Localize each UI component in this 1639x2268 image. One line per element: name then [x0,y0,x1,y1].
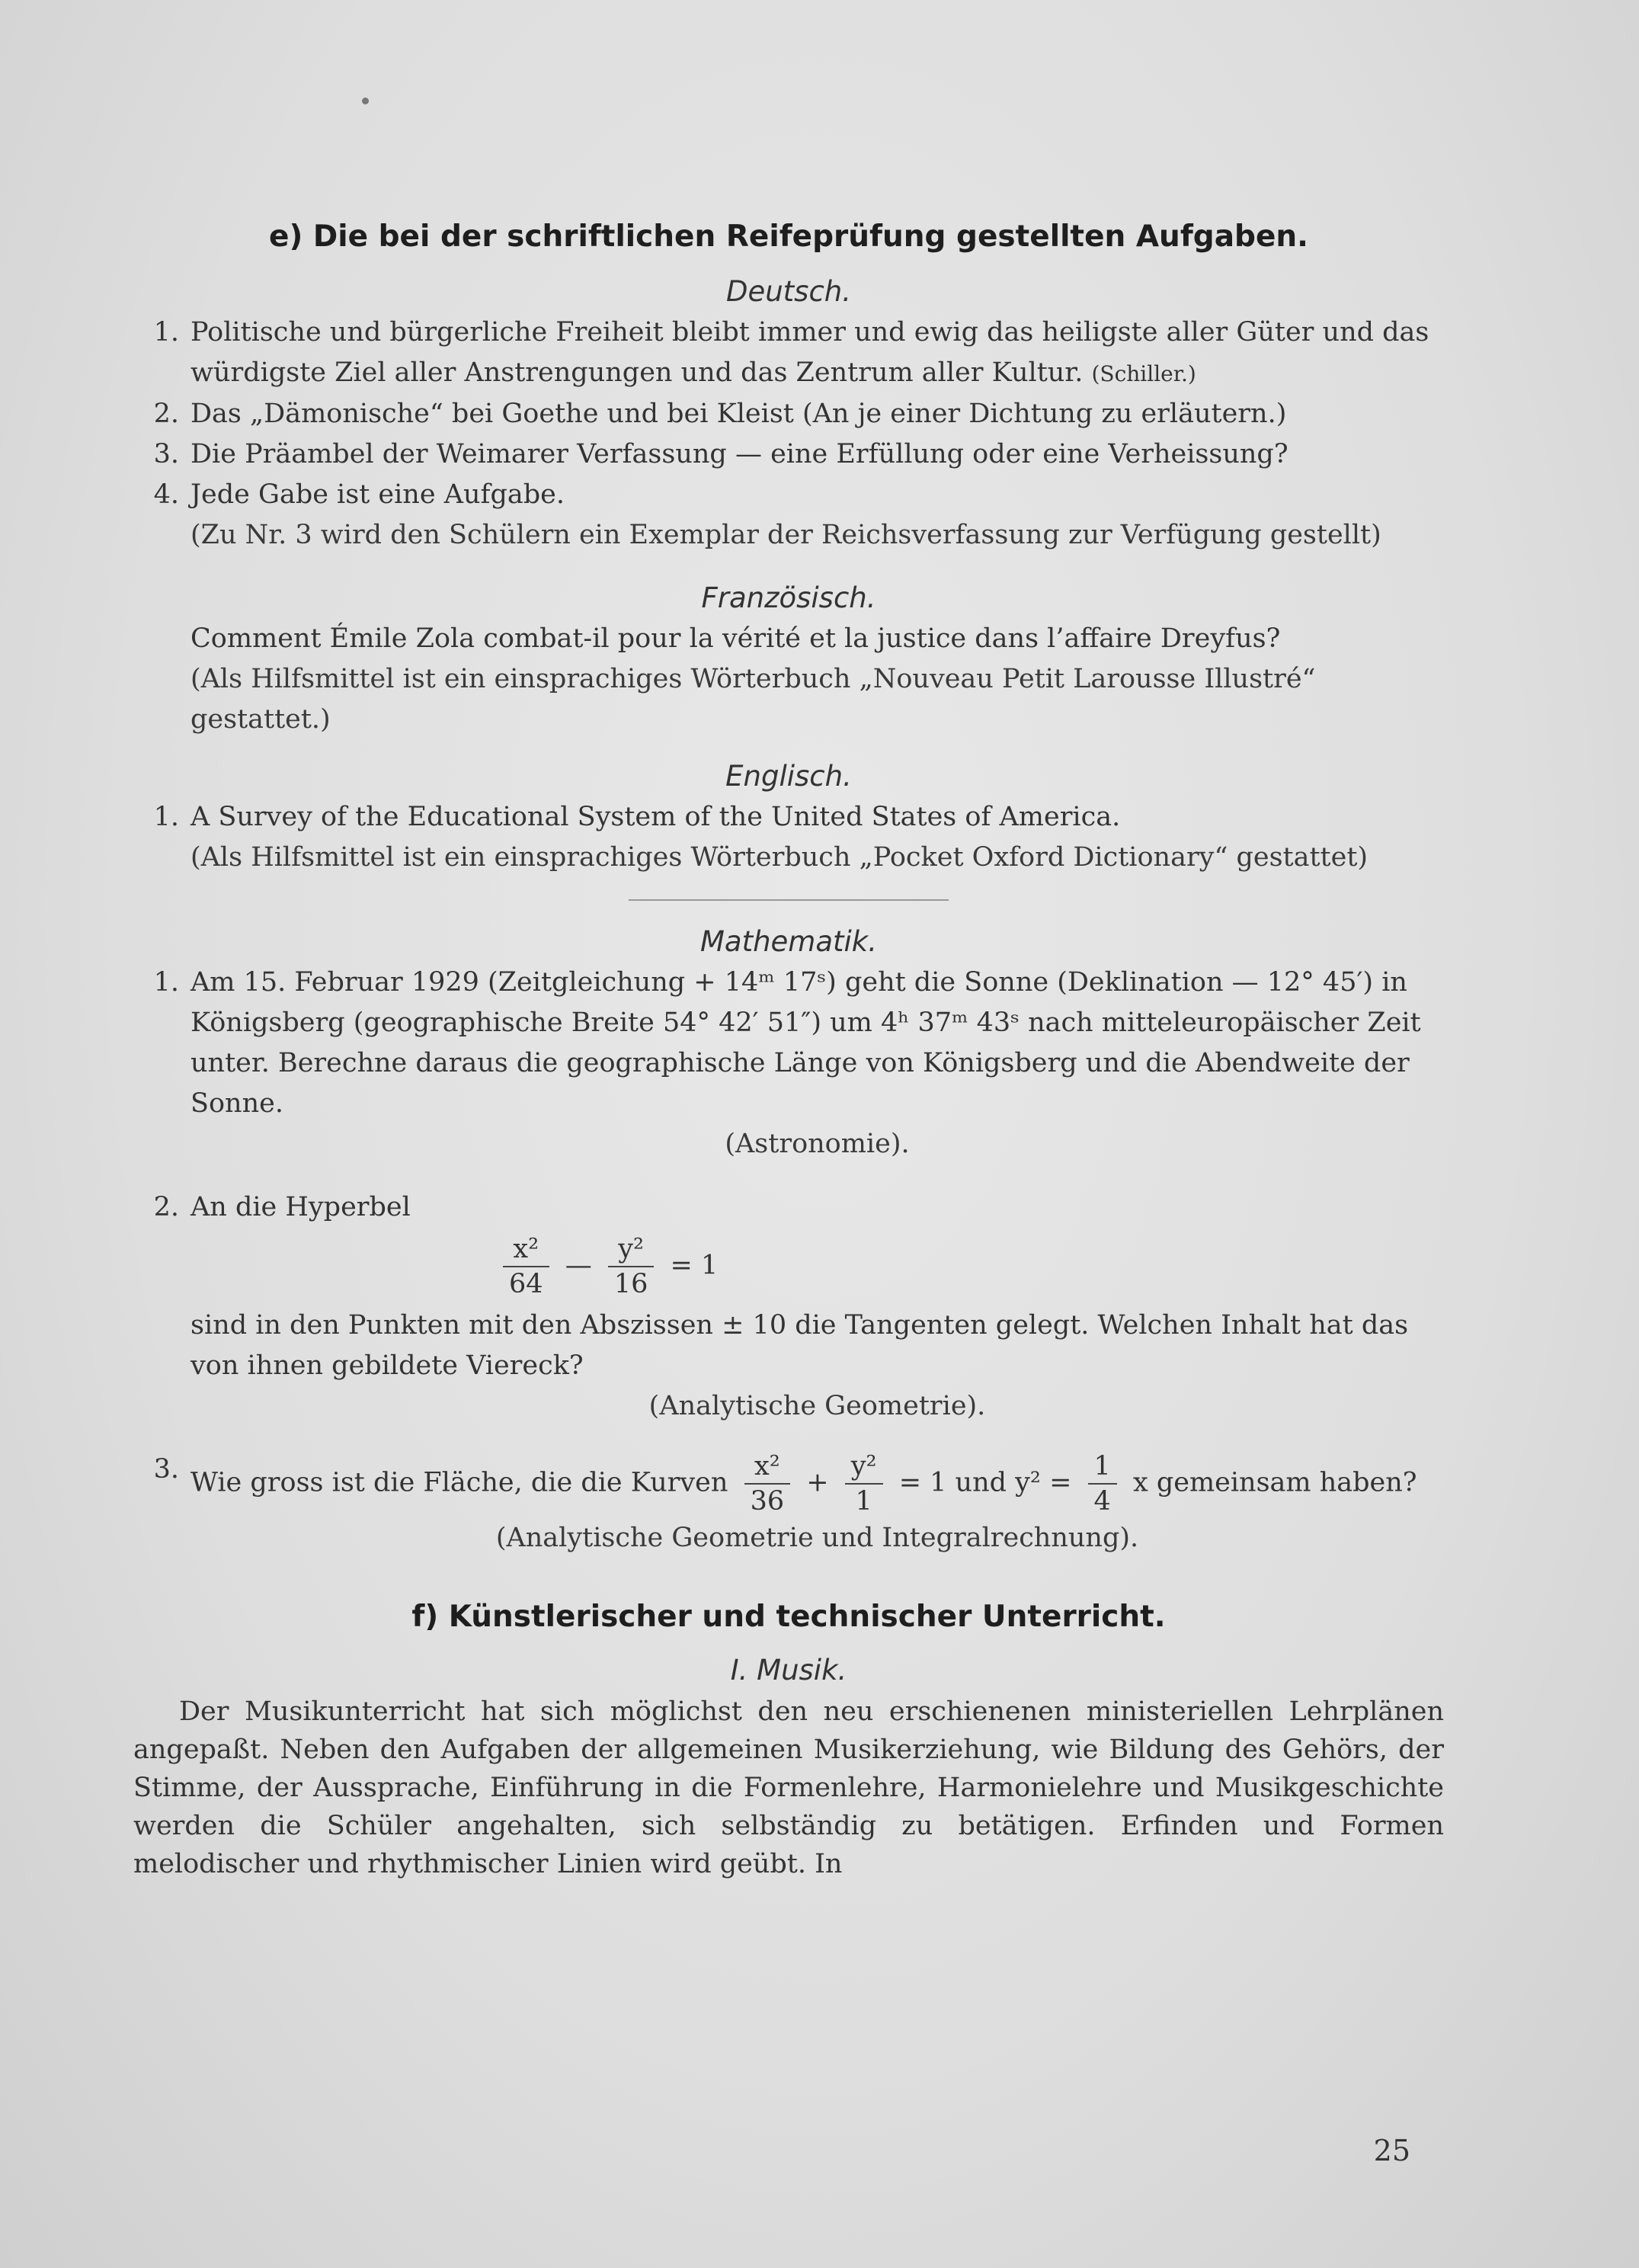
franzoesisch-title: Französisch. [701,581,876,614]
englisch-note: (Als Hilfsmittel ist ein einsprachiges Wörterbuch „Pocket Oxford Dictionary“ gestattet) [190,842,1369,873]
deutsch-item-1 [133,312,1444,394]
deutsch-note: (Zu Nr. 3 wird den Schülern ein Exemplar der Reichsverfassung zur Verfügung gestellt) [190,520,1381,550]
item-topic: (Astronomie). [725,1129,910,1159]
denominator: 4 [1093,1486,1111,1517]
item-text: Das „Dämonische“ bei Goethe und bei Kleist (An je einer Dichtung zu erläutern.) [190,399,1287,429]
item-source: (Schiller.) [1091,361,1196,386]
denominator: 64 [509,1269,543,1299]
fraction [744,1450,791,1518]
operator: — [565,1250,592,1281]
englisch-item-1 [133,797,1444,838]
mathematik-title: Mathematik. [699,925,877,958]
denominator: 16 [613,1269,648,1299]
numerator: x² [744,1450,791,1485]
fraction [845,1450,883,1518]
item-number: 1. [153,317,179,348]
item-intro: An die Hyperbel [190,1192,411,1222]
deutsch-list [133,312,1444,556]
fraction [503,1232,549,1301]
equation-middle: = 1 und y² = [898,1467,1072,1498]
divider [629,899,949,901]
item-number: 1. [153,967,179,998]
denominator: 1 [855,1486,872,1517]
section-e-heading: e) Die bei der schriftlichen Reifeprüfung gestellten Aufgaben. [269,219,1308,254]
numerator: x² [503,1232,549,1267]
item-number: 3. [153,1454,179,1485]
item-text: Am 15. Februar 1929 (Zeitgleichung + 14ᵐ 17ˢ) geht die Sonne (Deklination — 12° 45′) in Königsberg (geographische Breite 54° 42′ 51″) um 4ʰ 37ᵐ 43ˢ nach mitteleuropäischer Zeit unter. Berechne daraus die geographische Länge von Königsberg und die Abendweite der Sonne. [190,967,1421,1119]
item-topic: (Analytische Geometrie). [648,1391,986,1421]
operator: + [806,1467,829,1498]
franzoesisch-note: (Als Hilfsmittel ist ein einsprachiges Wörterbuch „Nouveau Petit Larousse Illustré“ gestattet.) [190,664,1316,735]
item-topic: (Analytische Geometrie und Integralrechnung). [495,1523,1139,1553]
item-number: 3. [153,439,179,469]
item-text: Die Präambel der Weimarer Verfassung — eine Erfüllung oder eine Verheissung? [190,439,1288,469]
item-text-end: x gemeinsam haben? [1132,1467,1417,1498]
franzoesisch-text: Comment Émile Zola combat-il pour la vérité et la justice dans l’affaire Dreyfus? [190,623,1281,654]
page-number: 25 [1373,2134,1410,2167]
numerator: y² [608,1232,655,1267]
mathematik-list [133,963,1444,1558]
englisch-title: Englisch. [725,760,852,793]
deutsch-item-2 [133,394,1444,434]
numerator: y² [845,1450,883,1485]
math-item-2 [133,1187,1444,1427]
musik-text: Der Musikunterricht hat sich möglichst den neu erschienenen ministeriellen Lehrplänen angepaßt. Neben den Aufgaben der allgemeinen Musikerziehung, wie Bildung des Gehörs, der Stimme, der Aussprache, Einführung in die Formenlehre, Harmonielehre und Musikgeschichte werden die Schüler angehalten, sich selbständig zu betätigen. Erfinden und Formen melodischer und rhythmischer Linien wird geübt. In [133,1696,1444,1879]
numerator: 1 [1088,1450,1117,1485]
page-body [133,204,1444,1883]
deutsch-item-3 [133,434,1444,475]
fraction [1088,1450,1117,1518]
section-f-heading: f) Künstlerischer und technischer Unterricht. [411,1600,1166,1634]
denominator: 36 [750,1486,785,1517]
hyperbola-equation [190,1232,1444,1301]
item-text: A Survey of the Educational System of the United States of America. [190,802,1121,832]
item-text: Politische und bürgerliche Freiheit bleibt immer und ewig das heiligste aller Güter und das würdigste Ziel aller Anstrengungen und das Zentrum aller Kultur. [190,317,1429,388]
englisch-list [133,797,1444,878]
item-number: 2. [153,1192,179,1222]
item-text: Wie gross ist die Fläche, die die Kurven [190,1467,728,1498]
math-item-1 [133,963,1444,1164]
item-number: 1. [153,802,179,832]
item-number: 4. [153,479,179,510]
fraction [608,1232,655,1301]
math-item-3 [133,1450,1444,1558]
musik-title: I. Musik. [730,1654,847,1687]
item-text: sind in den Punkten mit den Abszissen ± 10 die Tangenten gelegt. Welchen Inhalt hat das von ihnen gebildete Viereck? [190,1310,1409,1381]
deutsch-item-4 [133,475,1444,515]
item-text: Jede Gabe ist eine Aufgabe. [190,479,565,510]
item-number: 2. [153,399,179,429]
equals-one: = 1 [670,1250,719,1281]
speck [362,98,369,104]
deutsch-title: Deutsch. [725,275,852,308]
